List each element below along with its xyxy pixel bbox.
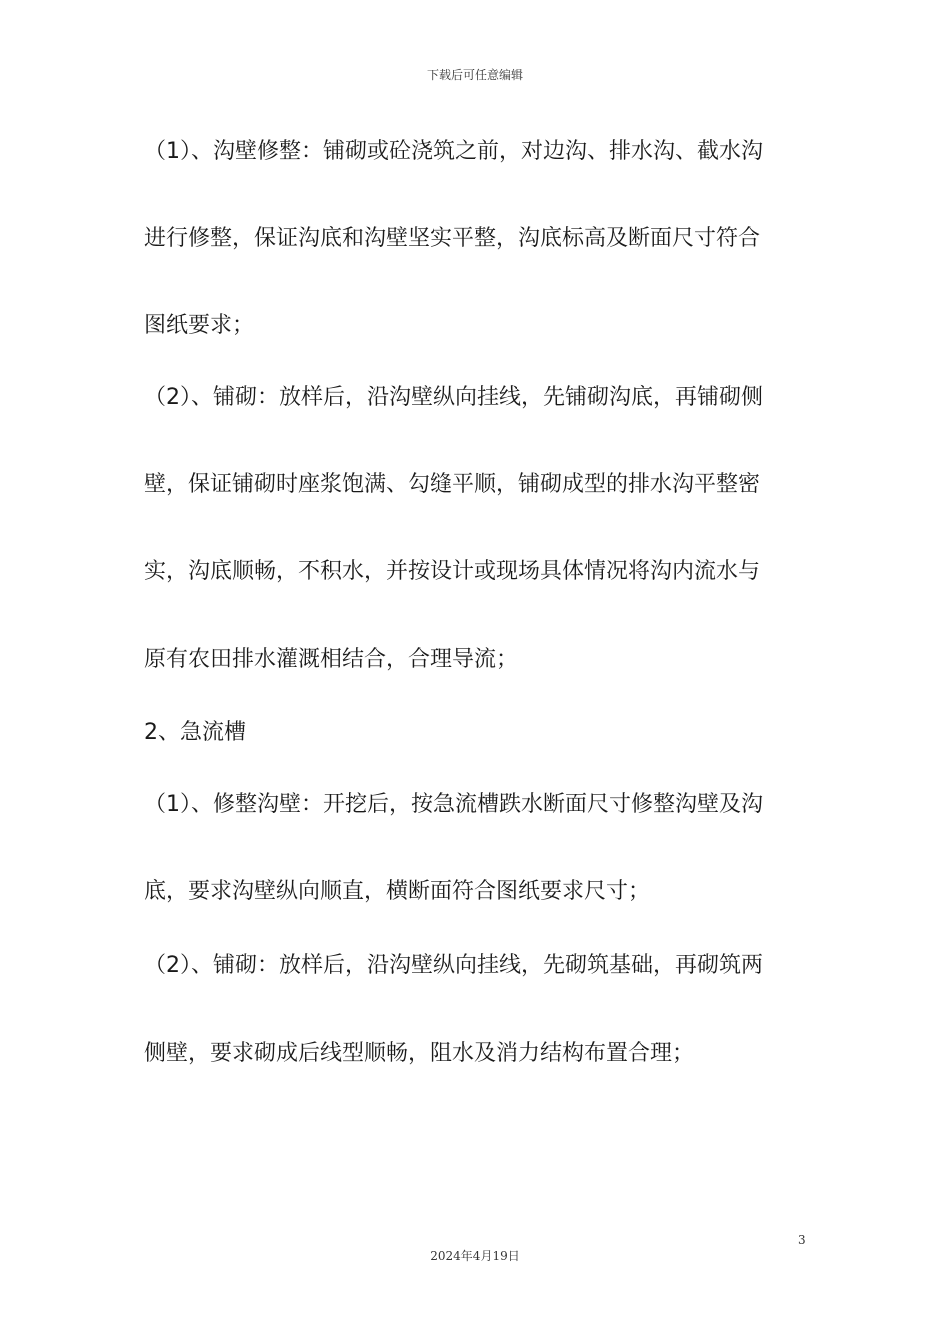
body-line-9: （1）、修整沟壁：开挖后，按急流槽跌水断面尺寸修整沟壁及沟 [144,792,763,817]
body-line-6: 实，沟底顺畅，不积水，并按设计或现场具体情况将沟内流水与 [144,559,761,584]
body-line-7: 原有农田排水灌溉相结合，合理导流； [144,647,519,672]
body-line-11: （2）、铺砌：放样后，沿沟壁纵向挂线，先砌筑基础，再砌筑两 [144,953,763,978]
page-number: 3 [798,1233,806,1247]
body-line-2: 进行修整，保证沟底和沟壁坚实平整，沟底标高及断面尺寸符合 [144,226,761,251]
body-line-5: 壁，保证铺砌时座浆饱满、勾缝平顺，铺砌成型的排水沟平整密 [144,472,761,497]
body-line-10: 底，要求沟壁纵向顺直，横断面符合图纸要求尺寸； [144,879,651,904]
page-footer-date: 2024年4月19日 [430,1249,520,1263]
body-line-4: （2）、铺砌：放样后，沿沟壁纵向挂线，先铺砌沟底，再铺砌侧 [144,385,763,410]
body-line-1: （1）、沟壁修整：铺砌或砼浇筑之前，对边沟、排水沟、截水沟 [144,139,763,164]
body-line-12: 侧壁，要求砌成后线型顺畅，阻水及消力结构布置合理； [144,1041,695,1066]
body-line-3: 图纸要求； [144,313,255,338]
page-header: 下载后可任意编辑 [426,68,523,82]
section-heading: 2、急流槽 [144,720,246,745]
